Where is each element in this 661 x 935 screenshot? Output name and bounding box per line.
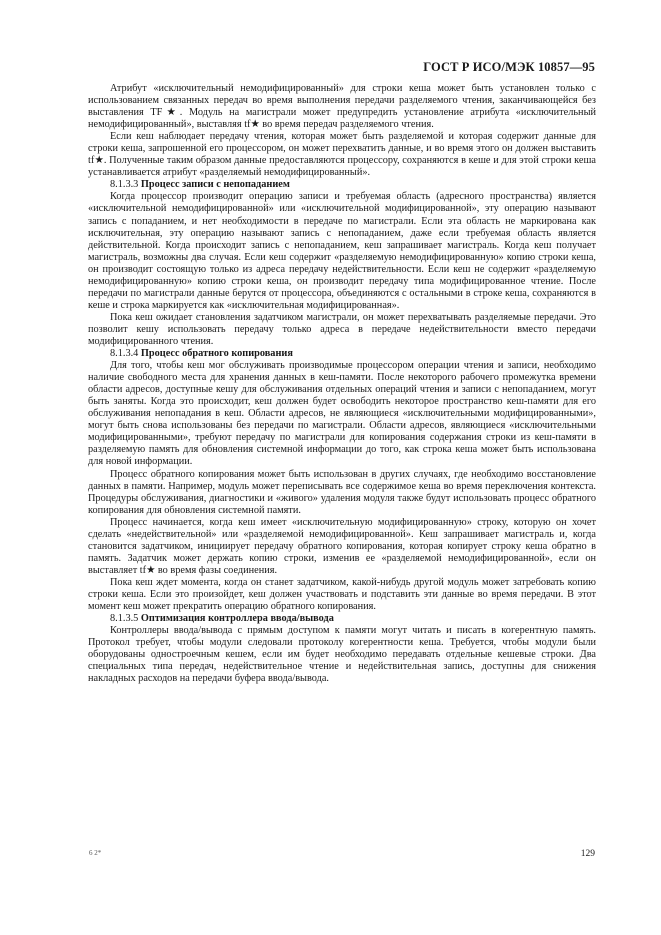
- section-heading-8-1-3-4: [88, 348, 596, 360]
- section-number: 8.1.3.4: [110, 348, 139, 360]
- section-title: Процесс записи с непопаданием: [140, 179, 290, 191]
- document-header: ГОСТ Р ИСО/МЭК 10857—95: [423, 60, 595, 74]
- paragraph: Пока кеш ждет момента, когда он станет задатчиком, какой-нибудь другой модуль может затребовать копию строки кеша. Если это произойдет, кеш должен участвовать и подставить эти данные во время передачи. В этот момент кеш может прекратить операцию обратного копирования.: [88, 576, 596, 613]
- section-heading-8-1-3-5: [88, 613, 596, 625]
- paragraph: Для того, чтобы кеш мог обслуживать производимые процессором операции чтения и записи, необходимо наличие свободного места для хранения данных в кеш-памяти. После некоторого рабочего промежутка времени области адресов, доступные кешу для обслуживания отдельных операций чтения и записи с непопаданием, могут быть заняты. Когда это происходит, кеш должен будет освободить некоторое пространство кеш-памяти для его обслуживания непопадания в кеш. Области адресов, не являющиеся «исключительными модифицированными», могут быть снова использованы без передачи по магистрали. Области адресов, являющиеся «исключительными модифицированными», требуют передачу по магистрали для копирования содержания строки из кеш-памяти в разделяемую память для обновления системной информации до того, как строка кеша может быть использована для новой информации.: [88, 360, 596, 468]
- paragraph: Процесс обратного копирования может быть использован в других случаях, где необходимо восстановление данных в памяти. Например, модуль может переписывать все содержимое кеша во время переключения контекста. Процедуры обслуживания, диагностики и «живого» удаления модуля также будут использовать процесс обратного копирования для обновления системной памяти.: [88, 468, 596, 516]
- document-body: [88, 83, 596, 685]
- section-title: Оптимизация контроллера ввода/вывода: [140, 613, 334, 625]
- section-number: 8.1.3.3: [110, 179, 139, 191]
- paragraph: Когда процессор производит операцию записи и требуемая область (адресного пространства) является «исключительной немодифицированной» или «исключительной модифицированной», эту операцию называют запись с попаданием, и нет необходимости в передаче по магистрали. Если эта область не маркирована как исключительная, эту операцию называют запись с непопаданием, даже если требуемая область является действительной. Когда происходит запись с непопаданием, кеш запрашивает магистраль. Когда кеш получает магистраль, возможны два случая. Если кеш содержит «разделяемую немодифицированную» копию строки кеша, он производит состоящую только из адреса передачу недействительности. Если кеш не содержит «разделяемую немодифицированную» копию строки кеша, он производит передачу типа модифицированное чтение. После передачи по магистрали данные берутся от процессора, объединяются с остальными в строке кеша, сохраняются в кеше и строка маркируется как «исключительная модифицированная».: [88, 191, 596, 311]
- paragraph: Пока кеш ожидает становления задатчиком магистрали, он может перехватывать разделяемые передачи. Это позволит кешу использовать передачу только адреса в передаче недействительности вместо передачи модифицированного чтения.: [88, 311, 596, 347]
- section-heading-8-1-3-3: [88, 179, 596, 191]
- paragraph: Если кеш наблюдает передачу чтения, которая может быть разделяемой и которая содержит данные для строки кеша, запрошенной его процессором, он может перехватить данные, и во время этого он должен выставить tf★. Полученные таким образом данные предоставляются процессору, сохраняются в кеше и для этой строки кеша устанавливается атрибут «разделяемый немодифицированный».: [88, 131, 596, 179]
- page-number: 129: [580, 849, 595, 859]
- paragraph: Процесс начинается, когда кеш имеет «исключительную модифицированную» строку, которую он хочет сделать «недействительной» или «разделяемой немодифицированной». Кеш запрашивает магистраль и, когда становится задатчиком, инициирует передачу обратного копирования, которая копирует строку кеша обратно в память. Задатчик может держать копию строки, изменив ее «разделяемой немодифицированной», если он выставляет tf★ во время фазы соединения.: [88, 516, 596, 576]
- section-number: 8.1.3.5: [110, 613, 139, 625]
- paragraph: Контроллеры ввода/вывода с прямым доступом к памяти могут читать и писать в когерентную память. Протокол требует, чтобы модули следовали протоколу когерентности кеша. Требуется, чтобы модули были оборудованы одностроечным кешем, если им будет необходимо передавать отдельные кешевые строки. Два специальных типа передач, недействительное чтение и недействительная запись, доступны для снижения накладных расходов на передачи буфера ввода/вывода.: [88, 625, 596, 685]
- footer-mark: 6 2*: [89, 849, 102, 857]
- section-title: Процесс обратного копирования: [140, 348, 293, 360]
- paragraph: Атрибут «исключительный немодифицированный» для строки кеша может быть установлен только с использованием связанных передач во время выполнения передачи разделяемого чтения, заканчивающейся без выставления TF★. Модуль на магистрали может предупредить установление атрибута «исключительный немодифицированный», выставляя tf★ во время передач разделяемого чтения.: [88, 83, 596, 131]
